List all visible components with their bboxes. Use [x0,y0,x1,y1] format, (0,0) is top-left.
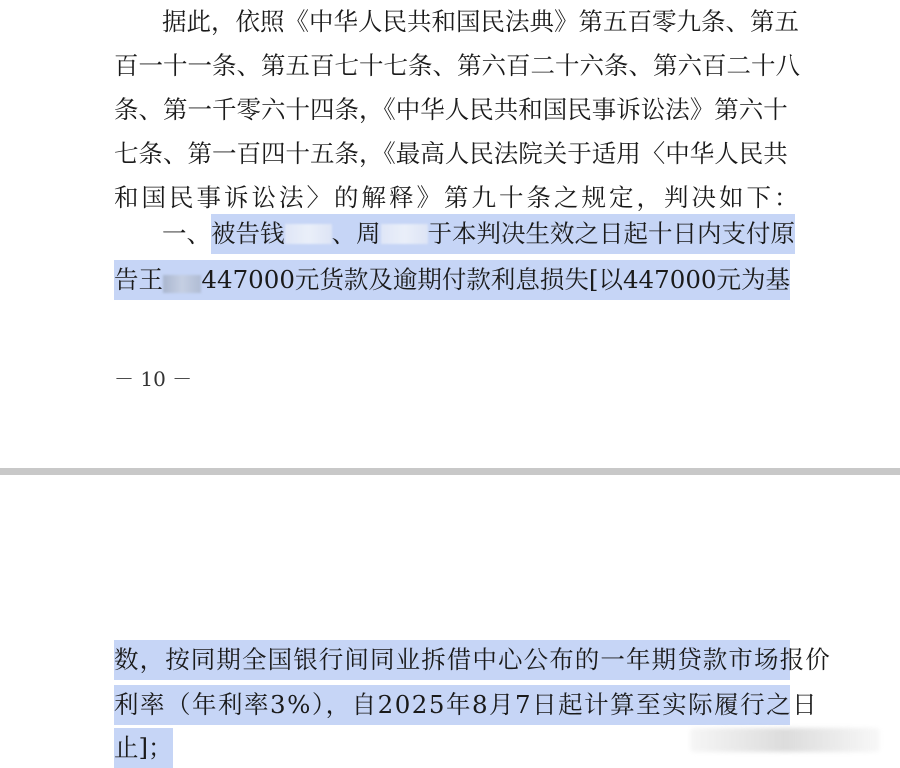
page-number: － 10 － [114,367,193,391]
selected-text[interactable]: 止]； [114,728,173,768]
text-line: 条、第一千零六十四条，《中华人民共和国民事诉讼法》第六十 [114,95,788,124]
text-segment: 于本判决生效之日起十日内支付原 [427,219,795,248]
continuation-line-3 [114,728,790,768]
judgment-item-1-line-2 [114,260,790,300]
paragraph-line-3 [114,88,790,132]
item-prefix: 一、 [162,219,211,248]
redacted-name [285,224,332,244]
paragraph-line-2 [114,44,800,88]
redacted-name [381,224,428,244]
continuation-line-2 [114,685,819,725]
text-line: 七条、第一百四十五条，《最高人民法院关于适用〈中华人民共 [114,139,788,168]
text-line: 据此，依照《中华人民共和国民法典》第五百零九条、第五 [162,7,799,36]
selected-text[interactable] [114,260,790,300]
text-line: 百一十一条、第五百七十七条、第六百二十六条、第六百二十八 [114,51,800,80]
text-segment: 、周 [331,219,381,248]
judgment-item-1-line-1 [162,214,795,254]
plaintiff-label: 告王 [114,265,163,294]
watermark-overlay [690,728,880,752]
defendant-label: 被告钱 [211,219,285,248]
continuation-line-1 [114,640,831,680]
paragraph-line-1 [162,0,799,44]
page-separator [0,468,900,475]
paragraph-line-4 [114,132,790,176]
document-page-11 [0,475,900,768]
selected-text[interactable] [211,214,795,254]
text-line: 和国民事诉讼法〉的解释》第九十条之规定，判决如下： [114,183,802,212]
selected-text[interactable]: 利率（年利率3%），自2025年8月7日起计算至实际履行之日 [114,685,790,725]
selected-text[interactable]: 数，按同期全国银行间同业拆借中心公布的一年期贷款市场报价 [114,640,790,680]
text-segment: 447000元货款及逾期付款利息损失[以447000元为基 [201,265,790,294]
redacted-name [163,275,201,293]
